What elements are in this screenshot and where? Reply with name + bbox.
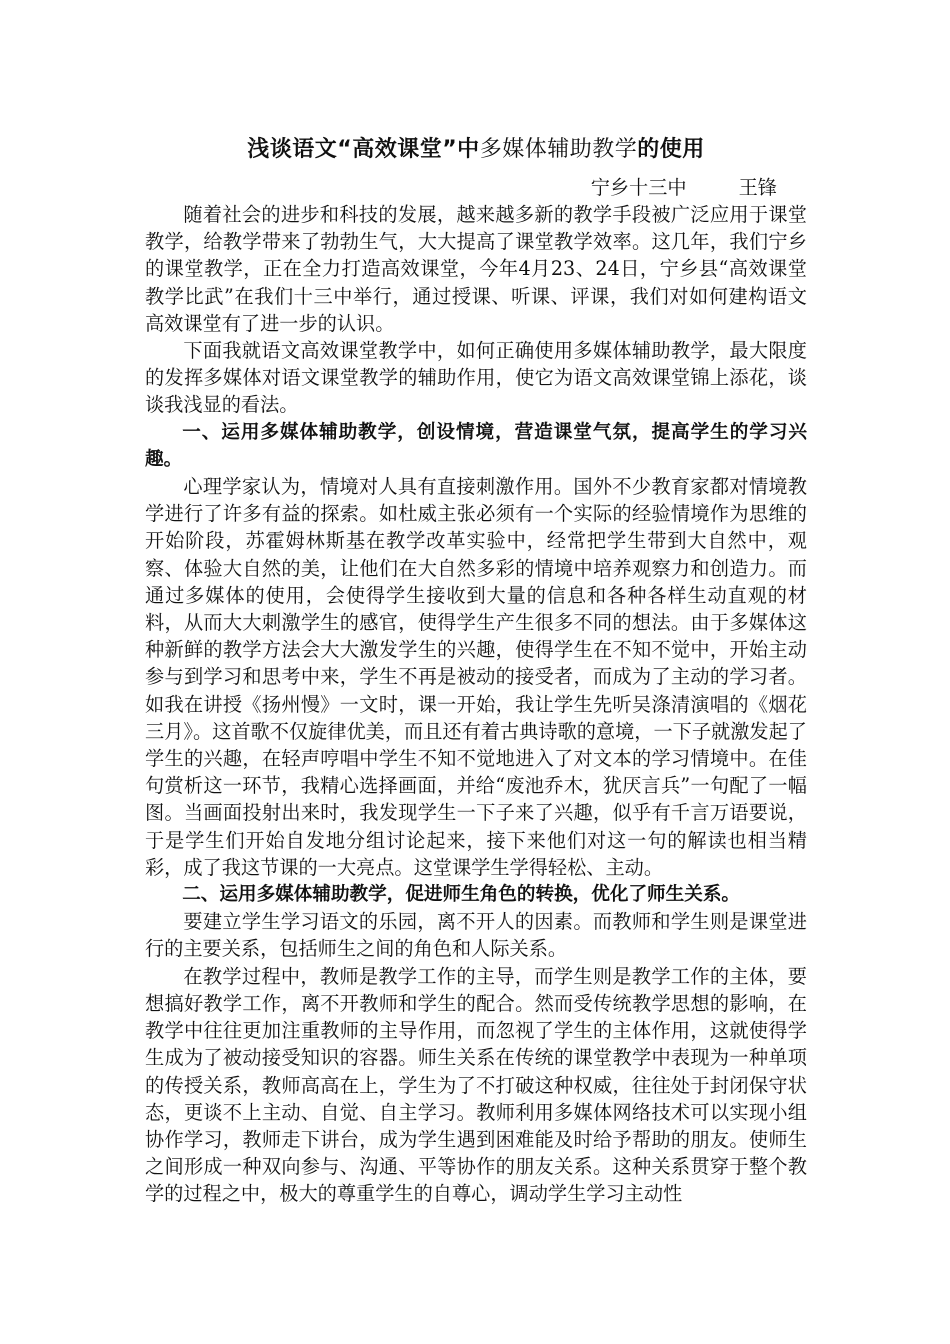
document-title xyxy=(145,132,807,168)
section-heading-1: 一、运用多媒体辅助教学，创设情境，营造课堂气氛，提高学生的学习兴趣。 xyxy=(145,421,807,470)
section-1-paragraph: 心理学家认为，情境对人具有直接刺激作用。国外不少教育家都对情境教学进行了许多有益的探索。如杜威主张必须有一个实际的经验情境作为思维的开始阶段，苏霍姆林斯基在教学改革实验中，经常把学生带到大自然中，观察、体验大自然的美，让他们在大自然多彩的情境中培养观察力和创造力。而通过多媒体的使用，会使得学生接收到大量的信息和各种各样生动直观的材料，从而大大刺激学生的感官，使得学生产生很多不同的想法。由于多媒体这种新鲜的教学方法会大大激发学生的兴趣，使得学生在不知不觉中，开始主动参与到学习和思考中来，学生不再是被动的接受者，而成为了主动的学习者。如我在讲授《扬州慢》一文时，课一开始，我让学生先听吴涤清演唱的《烟花三月》。这首歌不仅旋律优美，而且还有着古典诗歌的意境，一下子就激发起了学生的兴趣，在轻声哼唱中学生不知不觉地进入了对文本的学习情境中。在佳句赏析这一环节，我精心选择画面，并给“废池乔木，犹厌言兵”一句配了一幅图。当画面投射出来时，我发现学生一下子来了兴趣，似乎有千言万语要说，于是学生们开始自发地分组讨论起来，接下来他们对这一句的解读也相当精彩，成了我这节课的一大亮点。这堂课学生学得轻松、主动。 xyxy=(145,475,807,879)
section-heading-2: 二、运用多媒体辅助教学，促进师生角色的转换，优化了师生关系。 xyxy=(182,884,741,906)
school-name: 宁乡十三中 xyxy=(590,176,687,199)
byline xyxy=(145,174,807,201)
title-part-1: 浅谈语文“高效课堂”中 xyxy=(247,137,480,162)
document-body xyxy=(145,132,807,1208)
intro-paragraph: 随着社会的进步和科技的发展，越来越多新的教学手段被广泛应用于课堂教学，给教学带来了勃勃生气，大大提高了课堂教学效率。这几年，我们宁乡的课堂教学，正在全力打造高效课堂，今年4月23、24日，宁乡县“高效课堂教学比武”在我们十三中举行，通过授课、听课、评课，我们对如何建构语文高效课堂有了进一步的认识。 xyxy=(145,203,807,335)
author-name: 王锋 xyxy=(738,176,777,199)
thesis-paragraph: 下面我就语文高效课堂教学中，如何正确使用多媒体辅助教学，最大限度的发挥多媒体对语文课堂教学的辅助作用，使它为语文高效课堂锦上添花，谈谈我浅显的看法。 xyxy=(145,339,807,417)
section-2-paragraph-2: 在教学过程中，教师是教学工作的主导，而学生则是教学工作的主体，要想搞好教学工作，离不开教师和学生的配合。然而受传统教学思想的影响，在教学中往往更加注重教师的主导作用，而忽视了学生的主体作用，这就使得学生成为了被动接受知识的容器。师生关系在传统的课堂教学中表现为一种单项的传授关系，教师高高在上，学生为了不打破这种权威，往往处于封闭保守状态，更谈不上主动、自觉、自主学习。教师利用多媒体网络技术可以实现小组协作学习，教师走下讲台，成为学生遇到困难能及时给予帮助的朋友。使师生之间形成一种双向参与、沟通、平等协作的朋友关系。这种关系贯穿于整个教学的过程之中，极大的尊重学生的自尊心，调动学生学习主动性 xyxy=(145,964,807,1206)
title-part-2: 多媒体辅助教学 xyxy=(479,137,638,162)
section-2-paragraph-1: 要建立学生学习语文的乐园，离不开人的因素。而教师和学生则是课堂进行的主要关系，包括师生之间的角色和人际关系。 xyxy=(145,910,807,961)
title-part-3: 的使用 xyxy=(637,137,705,162)
